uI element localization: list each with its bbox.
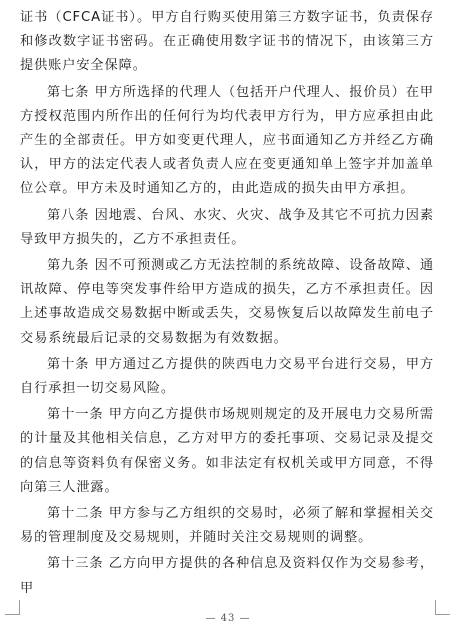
document-body: [20, 6, 434, 601]
paragraph-article-13: 第十三条 乙方向甲方提供的各种信息及资料仅作为交易参考，甲: [20, 556, 434, 596]
paragraph-article-9: 第九条 因不可预测或乙方无法控制的系统故障、设备故障、通讯故障、停电等突发事件给甲方造成的损失，乙方不承担责任。因上述事故造成交易数据中断或丢失，交易恢复后以故障发生前电子交易系统最后记录的交易数据为有效数据。: [20, 258, 434, 346]
paragraph-article-7: 第七条 甲方所选择的代理人（包括开户代理人、报价员）在甲方授权范围内所作出的任何行为均代表甲方行为，甲方应承担由此产生的全部责任。甲方如变更代理人，应书面通知乙方并经乙方确认，甲方的法定代表人或者负责人应在变更通知单上签字并加盖单位公章。甲方未及时通知乙方的，由此造成的损失由甲方承担。: [20, 84, 434, 197]
paragraph-article-11: 第十一条 甲方向乙方提供市场规则规定的及开展电力交易所需的计量及其他相关信息，乙方对甲方的委托事项、交易记录及提交的信息等资料负有保密义务。如非法定有权机关或甲方同意，不得向第三人泄露。: [20, 407, 434, 495]
page-number: — 43 —: [205, 613, 251, 624]
paragraph-article-12: 第十二条 甲方参与乙方组织的交易时，必须了解和掌握相关交易的管理制度及交易规则，并随时关注交易规则的调整。: [20, 506, 434, 546]
paragraph-article-10: 第十条 甲方通过乙方提供的陕西电力交易平台进行交易，甲方自行承担一切交易风险。: [20, 356, 434, 397]
paragraph-article-8: 第八条 因地震、台风、水灾、火灾、战争及其它不可抗力因素导致甲方损失的，乙方不承担责任。: [20, 207, 434, 247]
paragraph-cfca-certificate: 证书（CFCA证书）。甲方自行购买使用第三方数字证书，负责保存和修改数字证书密码。在正确使用数字证书的情况下，由该第三方提供账户安全保障。: [20, 10, 434, 74]
